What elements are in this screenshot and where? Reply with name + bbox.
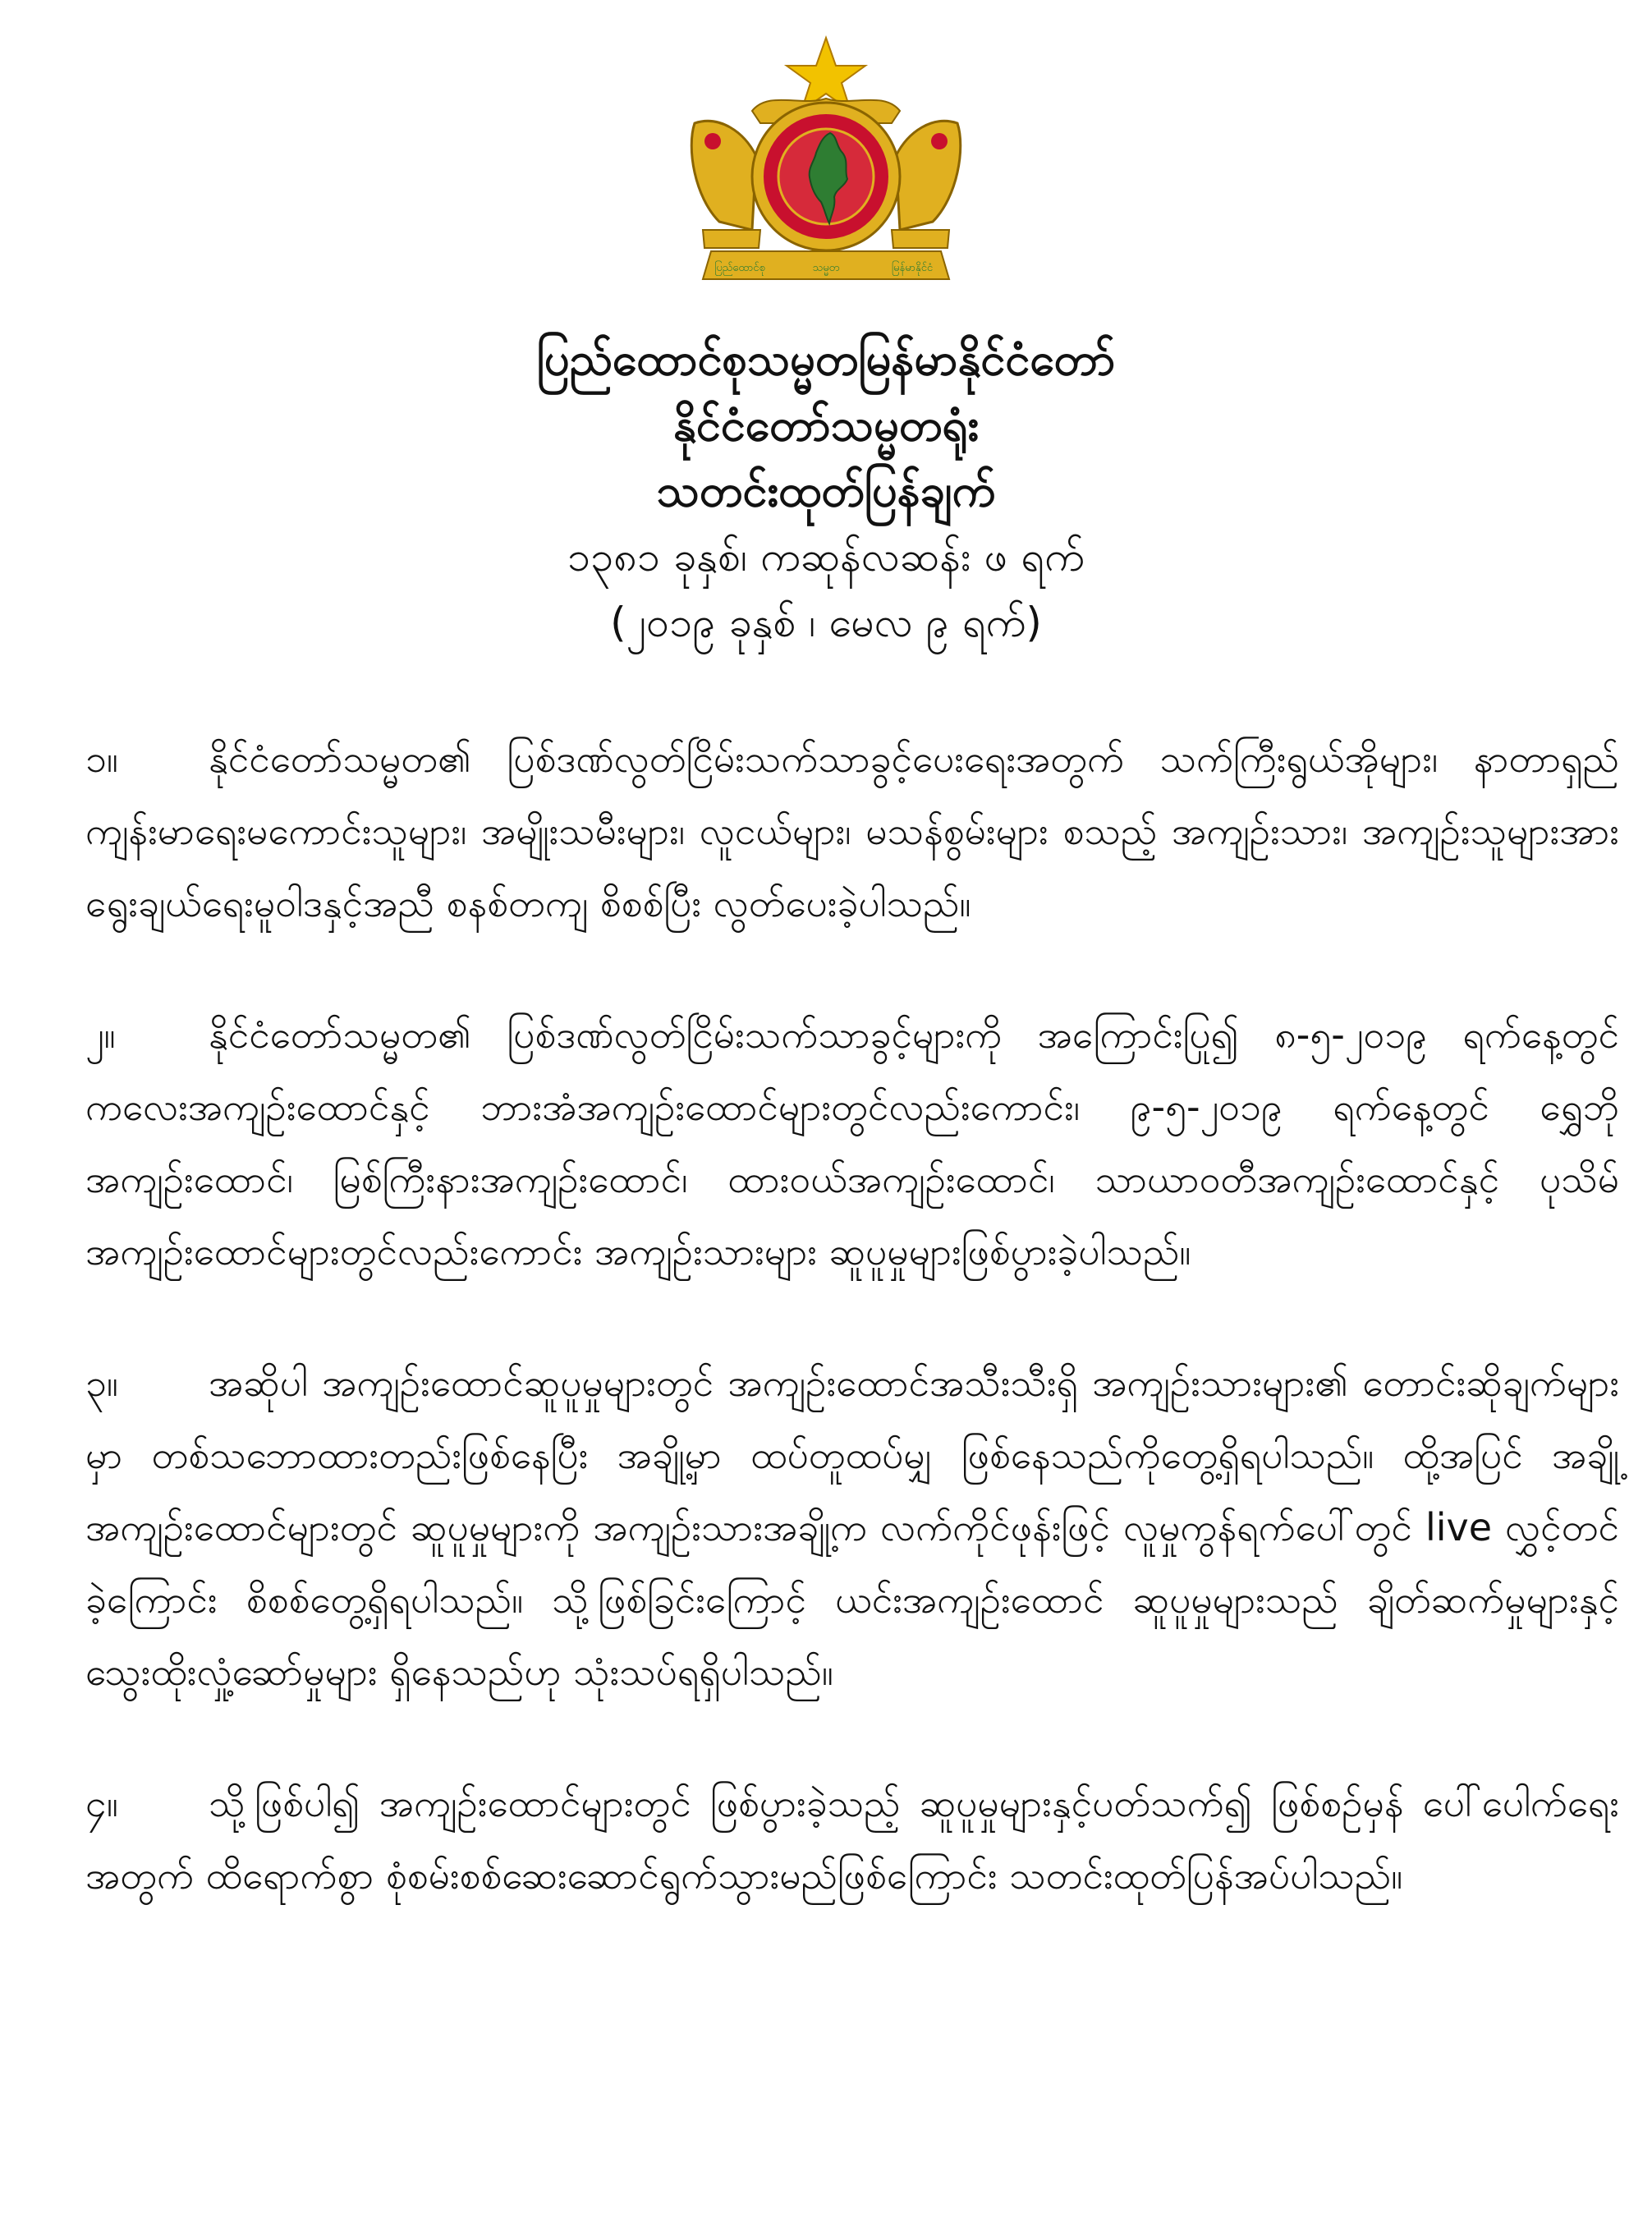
central-disc	[752, 103, 900, 250]
paragraph-text: နိုင်ငံတော်သမ္မတ၏ ပြစ်ဒဏ်လွတ်ငြိမ်းသက်သာခွင့်များကို အကြောင်းပြု၍ ၈-၅-၂၀၁၉ ရက်နေ့တွင် ကလေးအကျဉ်းထောင်နှင့် ဘားအံအကျဉ်းထောင်များတွင်လည်းကောင်း၊ ၉-၅-၂၀၁၉ ရက်နေ့တွင် ရွှေဘိုအကျဉ်းထောင်၊ မြစ်ကြီးနားအကျဉ်းထောင်၊ ထားဝယ်အကျဉ်းထောင်၊ သာယာဝတီအကျဉ်းထောင်နှင့် ပုသိမ်အကျဉ်းထောင်များတွင်လည်းကောင်း အကျဉ်းသားများ ဆူပူမှုများဖြစ်ပွားခဲ့ပါသည်။	[85, 1012, 1619, 1274]
state-seal-emblem	[662, 33, 990, 304]
paragraph-number: ၄။	[85, 1781, 118, 1825]
gregorian-date: (၂၀၁၉ ခုနှစ် ၊ မေလ ၉ ရက်)	[610, 599, 1042, 646]
paragraph-1	[85, 723, 1619, 939]
myanmar-date: ၁၃၈၁ ခုနှစ်၊ ကဆုန်လဆန်း ဖ ရက်	[567, 533, 1085, 581]
paragraph-number: ၃။	[85, 1361, 118, 1405]
paragraph-2	[85, 998, 1619, 1288]
right-lion-icon	[892, 121, 961, 248]
paragraph-number: ၁။	[85, 737, 118, 781]
paragraph-4	[85, 1767, 1619, 1912]
paragraph-number: ၂။	[85, 1012, 116, 1057]
press-release-body	[85, 723, 1619, 1971]
paragraph-3	[85, 1347, 1619, 1708]
paragraph-text: နိုင်ငံတော်သမ္မတ၏ ပြစ်ဒဏ်လွတ်ငြိမ်းသက်သာခွင့်ပေးရေးအတွက် သက်ကြီးရွယ်အိုများ၊ နာတာရှည်ကျန်းမာရေးမကောင်းသူများ၊ အမျိုးသမီးများ၊ လူငယ်များ၊ မသန်စွမ်းများ စသည့် အကျဉ်းသား၊ အကျဉ်းသူများအား ရွေးချယ်ရေးမူဝါဒနှင့်အညီ စနစ်တကျ စိစစ်ပြီး လွတ်ပေးခဲ့ပါသည်။	[85, 737, 1619, 925]
document-type: သတင်းထုတ်ပြန်ချက်	[656, 465, 996, 516]
ribbon-center-text: သမ္မတ	[812, 262, 840, 274]
paragraph-text: သို့ဖြစ်ပါ၍ အကျဉ်းထောင်များတွင် ဖြစ်ပွားခဲ့သည့် ဆူပူမှုများနှင့်ပတ်သက်၍ ဖြစ်စဉ်မှန် ပေါ်ပေါက်ရေးအတွက် ထိရောက်စွာ စုံစမ်းစစ်ဆေးဆောင်ရွက်သွားမည်ဖြစ်ကြောင်း သတင်းထုတ်ပြန်အပ်ပါသည်။	[85, 1781, 1619, 1898]
left-lion-icon	[691, 121, 760, 248]
ribbon	[703, 251, 949, 279]
paragraph-text: အဆိုပါ အကျဉ်းထောင်ဆူပူမှုများတွင် အကျဉ်းထောင်အသီးသီးရှိ အကျဉ်းသားများ၏ တောင်းဆိုချက်များမှာ တစ်သဘောထားတည်းဖြစ်နေပြီး အချို့မှာ ထပ်တူထပ်မျှ ဖြစ်နေသည်ကိုတွေ့ရှိရပါသည်။ ထို့အပြင် အချို့အကျဉ်းထောင်များတွင် ဆူပူမှုများကို အကျဉ်းသားအချို့က လက်ကိုင်ဖုန်းဖြင့် လူမှုကွန်ရက်ပေါ်တွင် live လွှင့်တင်ခဲ့ကြောင်း စိစစ်တွေ့ရှိရပါသည်။ သို့ဖြစ်ခြင်းကြောင့် ယင်းအကျဉ်းထောင် ဆူပူမှုများသည် ချိတ်ဆက်မှုများနှင့် သွေးထိုးလှုံ့ဆော်မှုများ ရှိနေသည်ဟု သုံးသပ်ရရှိပါသည်။	[85, 1361, 1619, 1694]
office-name: နိုင်ငံတော်သမ္မတရုံး	[672, 399, 980, 451]
government-title: ပြည်ထောင်စုသမ္မတမြန်မာနိုင်ငံတော်	[536, 333, 1116, 385]
header-block	[164, 327, 1488, 655]
ribbon-right-text: မြန်မာနိုင်ငံ	[891, 262, 934, 274]
ribbon-left-text: ပြည်ထောင်စု	[714, 262, 765, 274]
